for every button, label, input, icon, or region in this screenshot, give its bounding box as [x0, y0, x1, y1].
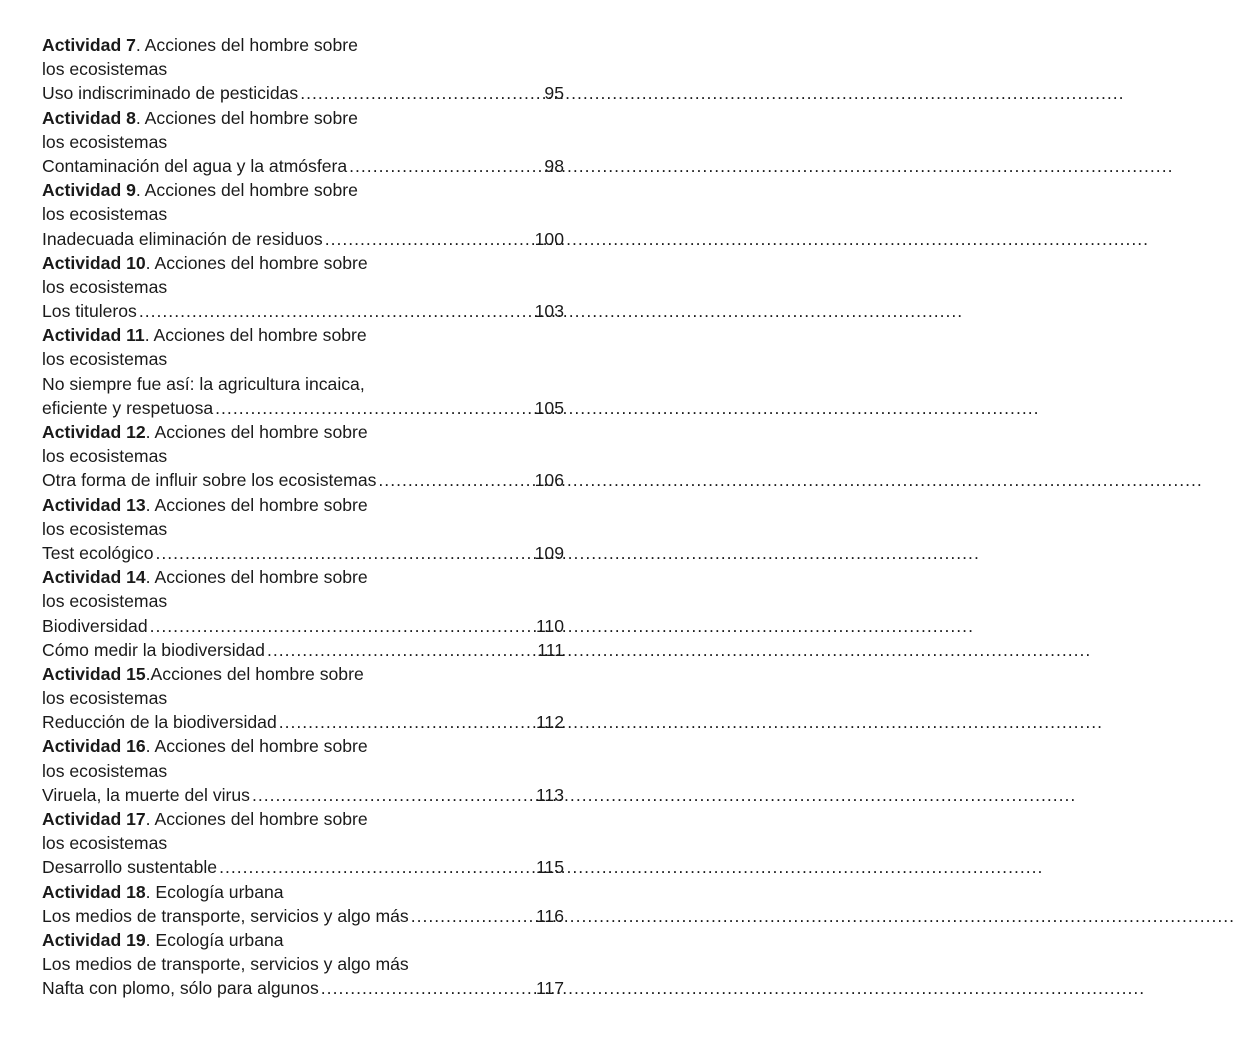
toc-item[interactable]: [42, 614, 564, 638]
toc-heading: [42, 880, 564, 904]
toc-heading: [42, 493, 564, 517]
toc-item-text: los ecosistemas: [42, 59, 168, 80]
leader-dots: [139, 299, 533, 323]
toc-entry: [42, 565, 564, 662]
activity-label: Actividad 18: [42, 881, 146, 902]
toc-item-text: los ecosistemas: [42, 591, 168, 612]
toc-entry: [42, 33, 564, 106]
toc-item[interactable]: [42, 396, 564, 420]
toc-item[interactable]: [42, 227, 564, 251]
toc-item-text: Inadecuada eliminación de residuos: [42, 228, 323, 249]
activity-label: Actividad 11: [42, 325, 145, 346]
toc-item-text: los ecosistemas: [42, 760, 168, 781]
activity-title: . Acciones del hombre sobre: [135, 107, 358, 128]
activity-title: . Acciones del hombre sobre: [144, 325, 367, 346]
toc-text-line: [42, 275, 564, 299]
toc-item-text: Viruela, la muerte del virus: [42, 784, 250, 805]
page-number: 116: [535, 905, 564, 926]
toc-item-text: eficiente y respetuosa: [42, 397, 214, 418]
activity-label: Actividad 12: [42, 422, 146, 442]
activity-title: . Acciones del hombre sobre: [145, 252, 368, 273]
activity-label: Actividad 19: [42, 929, 146, 950]
leader-dots: [300, 81, 542, 105]
page-number: 110: [535, 615, 564, 636]
page-number: 95: [544, 83, 564, 104]
leader-dots: [349, 154, 542, 178]
toc-item-text: Los tituleros: [42, 301, 137, 322]
toc-item[interactable]: [42, 783, 564, 807]
toc-entry: [42, 251, 564, 324]
toc-entry: [42, 662, 564, 735]
toc-item[interactable]: [42, 468, 564, 492]
activity-label: Actividad 7: [42, 35, 136, 55]
toc-item[interactable]: [42, 638, 564, 662]
toc-item[interactable]: [42, 541, 564, 565]
toc-entry: [42, 880, 564, 928]
page-number: 115: [535, 857, 564, 878]
toc-text-line: [42, 589, 564, 613]
toc-item[interactable]: [42, 904, 564, 928]
activity-title: . Acciones del hombre sobre: [135, 180, 358, 201]
toc-heading: [42, 807, 564, 831]
toc-text-line: [42, 517, 564, 541]
toc-entry: [42, 420, 564, 493]
activity-title: . Ecología urbana: [145, 929, 284, 950]
activity-label: Actividad 14: [42, 567, 146, 588]
page-number: 117: [535, 978, 564, 999]
page-number: 111: [537, 639, 564, 660]
activity-title: . Acciones del hombre sobre: [145, 422, 368, 442]
activity-title: . Ecología urbana: [145, 881, 284, 902]
leader-dots: [321, 976, 534, 1000]
page-number: 105: [534, 397, 564, 418]
toc-heading: [42, 178, 564, 202]
toc-heading: [42, 734, 564, 758]
activity-label: Actividad 8: [42, 107, 136, 128]
toc-item-text: No siempre fue así: la agricultura incaica,: [42, 373, 365, 394]
page-number: 103: [534, 301, 564, 322]
toc-text-line: [42, 686, 564, 710]
toc-item-text: los ecosistemas: [42, 688, 168, 709]
activity-title: . Acciones del hombre sobre: [145, 567, 368, 588]
toc-item-text: los ecosistemas: [42, 446, 168, 467]
toc-entry: [42, 807, 564, 880]
page-number: 106: [534, 470, 564, 491]
toc-heading: [42, 565, 564, 589]
toc-item-text: los ecosistemas: [42, 349, 168, 370]
toc-heading: [42, 106, 564, 130]
toc-item-text: Reducción de la biodiversidad: [42, 712, 277, 733]
toc-item-text: Biodiversidad: [42, 615, 148, 636]
toc-item-text: Desarrollo sustentable: [42, 857, 218, 878]
activity-title: .Acciones del hombre sobre: [145, 663, 364, 684]
toc-item[interactable]: [42, 154, 564, 178]
page-number: 98: [544, 155, 564, 176]
toc-text-line: [42, 202, 564, 226]
activity-label: Actividad 13: [42, 494, 146, 515]
toc-item[interactable]: [42, 710, 564, 734]
activity-label: Actividad 15: [42, 663, 146, 684]
toc-item-text: los ecosistemas: [42, 518, 168, 539]
page-number: 112: [535, 712, 564, 733]
activity-title: . Acciones del hombre sobre: [145, 809, 368, 829]
toc-item[interactable]: [42, 976, 564, 1000]
page-number: 109: [534, 542, 564, 563]
toc-item-text: Test ecológico: [42, 542, 154, 563]
toc-item[interactable]: [42, 81, 564, 105]
toc-text-line: [42, 57, 564, 81]
leader-dots: [150, 614, 534, 638]
toc-text-line: [42, 372, 564, 396]
page-number: 100: [534, 228, 564, 249]
activity-title: . Acciones del hombre sobre: [145, 736, 368, 757]
toc-item[interactable]: [42, 855, 564, 879]
toc-entry: [42, 493, 564, 566]
toc-item-text: los ecosistemas: [42, 833, 168, 854]
toc-item-text: Nafta con plomo, sólo para algunos: [42, 978, 319, 999]
toc-text-line: [42, 444, 564, 468]
toc-item-text: Los medios de transporte, servicios y algo más: [42, 905, 409, 926]
activity-title: . Acciones del hombre sobre: [135, 35, 358, 55]
toc-heading: [42, 33, 564, 57]
leader-dots: [219, 855, 534, 879]
toc-text-line: [42, 952, 564, 976]
toc-item-text: Otra forma de influir sobre los ecosistemas: [42, 470, 377, 491]
leader-dots: [378, 468, 532, 492]
leader-dots: [267, 638, 535, 662]
table-of-contents: [42, 33, 564, 1001]
toc-item[interactable]: [42, 299, 564, 323]
toc-heading: [42, 323, 564, 347]
toc-text-line: [42, 130, 564, 154]
toc-entry: [42, 106, 564, 179]
leader-dots: [279, 710, 534, 734]
toc-item-text: Uso indiscriminado de pesticidas: [42, 83, 299, 104]
activity-title: . Acciones del hombre sobre: [145, 494, 368, 515]
toc-text-line: [42, 347, 564, 371]
leader-dots: [156, 541, 533, 565]
toc-heading: [42, 251, 564, 275]
leader-dots: [325, 227, 533, 251]
leader-dots: [252, 783, 534, 807]
toc-item-text: Los medios de transporte, servicios y algo más: [42, 954, 409, 975]
activity-label: Actividad 16: [42, 736, 146, 757]
toc-item-text: los ecosistemas: [42, 276, 168, 297]
toc-item-text: Cómo medir la biodiversidad: [42, 639, 265, 660]
toc-item-text: los ecosistemas: [42, 131, 168, 152]
toc-entry: [42, 928, 564, 1001]
toc-item-text: los ecosistemas: [42, 204, 168, 225]
toc-entry: [42, 734, 564, 807]
leader-dots: [215, 396, 532, 420]
toc-item-text: Contaminación del agua y la atmósfera: [42, 155, 348, 176]
toc-heading: [42, 928, 564, 952]
toc-text-line: [42, 831, 564, 855]
toc-heading: [42, 662, 564, 686]
activity-label: Actividad 17: [42, 809, 146, 829]
toc-entry: [42, 178, 564, 251]
page-number: 113: [535, 784, 564, 805]
leader-dots: [411, 904, 534, 928]
activity-label: Actividad 9: [42, 180, 136, 201]
toc-text-line: [42, 759, 564, 783]
toc-entry: [42, 323, 564, 420]
activity-label: Actividad 10: [42, 252, 146, 273]
toc-heading: [42, 420, 564, 444]
